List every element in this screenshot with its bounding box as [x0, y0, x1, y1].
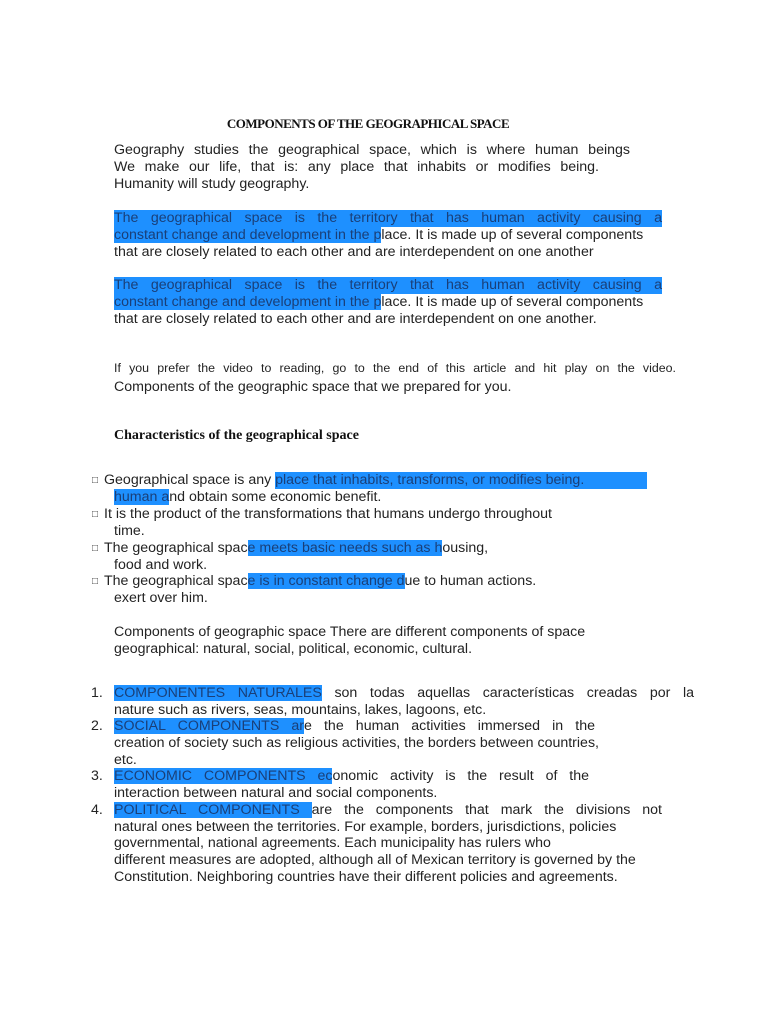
- list-item-2-line-1: [114, 718, 595, 735]
- list-item-3-line-1: [114, 768, 589, 785]
- para1-line-1-highlight: The geographical space is the territory that has human activity causing a: [114, 210, 662, 226]
- para2-line-2-highlight: constant change and development in the p: [114, 294, 382, 310]
- list-item-4-highlight: POLITICAL COMPONENTS: [114, 802, 312, 818]
- bullet-2-line-2: time.: [114, 523, 145, 539]
- list-item-1-line-2: nature such as rivers, seas, mountains, lakes, lagoons, etc.: [114, 702, 487, 718]
- bullet-4-rest: ue to human actions.: [404, 573, 537, 589]
- list-item-4-line-1: [114, 802, 662, 819]
- list-item-4-rest: are the components that mark the divisions not: [311, 802, 663, 818]
- para1-line-3: that are closely related to each other and are interdependent on one another: [114, 244, 594, 260]
- bullet-2-line-1: It is the product of the transformations that humans undergo throughout: [104, 506, 552, 522]
- list-number-1: 1.: [91, 685, 103, 701]
- para2-line-2-rest: lace. It is made up of several components: [381, 294, 644, 310]
- bullet-4-line-2: exert over him.: [114, 590, 208, 606]
- list-number-3: 3.: [91, 768, 103, 784]
- bullet-4-line-1: [104, 573, 536, 590]
- bullet-box-icon: □: [92, 543, 99, 554]
- list-item-2-line-3: etc.: [114, 752, 137, 768]
- list-item-4-line-3: governmental, national agreements. Each municipality has rulers who: [114, 835, 551, 851]
- bullet-3-line-1: [104, 540, 488, 557]
- bullet-1-text: Geographical space is any: [104, 472, 276, 488]
- para1-line-2-highlight: constant change and development in the p: [114, 227, 382, 243]
- bullet-1-line-2-highlight: human a: [114, 489, 170, 505]
- para2-line-2: [114, 294, 643, 311]
- list-item-1-line-1: [114, 685, 694, 702]
- list-item-2-rest: e the human activities immersed in the: [304, 718, 595, 734]
- list-item-4-line-4: different measures are adopted, although all of Mexican territory is governed by the: [114, 852, 636, 868]
- para1-line-2: [114, 227, 643, 244]
- bullet-1-line-1: [104, 472, 647, 489]
- video-note-line-1: If you prefer the video to reading, go to the end of this article and hit play on the video.: [114, 361, 676, 375]
- list-item-2-highlight: SOCIAL COMPONENTS ar: [114, 718, 304, 734]
- bullet-4-text: The geographical spac: [104, 573, 248, 589]
- video-note-line-2: Components of the geographic space that we prepared for you.: [114, 379, 512, 395]
- bullet-1-line-2-rest: nd obtain some economic benefit.: [169, 489, 382, 505]
- bullet-1-line-2: [114, 489, 381, 506]
- intro-line-1: Geography studies the geographical space, which is where human beings: [114, 142, 630, 158]
- list-item-3-line-2: interaction between natural and social components.: [114, 785, 438, 801]
- list-number-2: 2.: [91, 718, 103, 734]
- bullet-3-line-2: food and work.: [114, 557, 208, 573]
- list-number-4: 4.: [91, 802, 103, 818]
- bullet-4-highlight: e is in constant change d: [247, 573, 405, 589]
- para2-line-3: that are closely related to each other and are interdependent on one another.: [114, 311, 597, 327]
- characteristics-heading: Characteristics of the geographical space: [114, 428, 359, 443]
- list-item-3-rest: onomic activity is the result of the: [332, 768, 589, 784]
- bullet-3-highlight: e meets basic needs such as h: [247, 540, 443, 556]
- bullet-3-text: The geographical spac: [104, 540, 248, 556]
- components-intro-line-1: Components of geographic space There are different components of space: [114, 624, 586, 640]
- list-item-3-highlight: ECONOMIC COMPONENTS ec: [114, 768, 333, 784]
- list-item-4-line-2: natural ones between the territories. For example, borders, jurisdictions, policies: [114, 819, 617, 835]
- intro-line-3: Humanity will study geography.: [114, 176, 310, 192]
- para1-line-2-rest: lace. It is made up of several components: [381, 227, 644, 243]
- bullet-1-highlight: place that inhabits, transforms, or modifies being.: [275, 472, 647, 489]
- bullet-box-icon: □: [92, 475, 99, 486]
- bullet-3-rest: ousing,: [442, 540, 489, 556]
- list-item-1-rest: son todas aquellas características creadas por la: [321, 685, 694, 701]
- list-item-2-line-2: creation of society such as religious activities, the borders between countries,: [114, 735, 599, 751]
- intro-line-2: We make our life, that is: any place that inhabits or modifies being.: [114, 159, 599, 175]
- para2-line-1-highlight: The geographical space is the territory that has human activity causing a: [114, 277, 662, 293]
- list-item-4-line-5: Constitution. Neighboring countries have their different policies and agreements.: [114, 869, 618, 885]
- document-title: COMPONENTS OF THE GEOGRAPHICAL SPACE: [226, 116, 510, 131]
- bullet-box-icon: □: [92, 576, 99, 587]
- components-intro-line-2: geographical: natural, social, political, economic, cultural.: [114, 641, 473, 657]
- bullet-box-icon: □: [92, 509, 99, 520]
- list-item-1-highlight: COMPONENTES NATURALES: [114, 685, 322, 701]
